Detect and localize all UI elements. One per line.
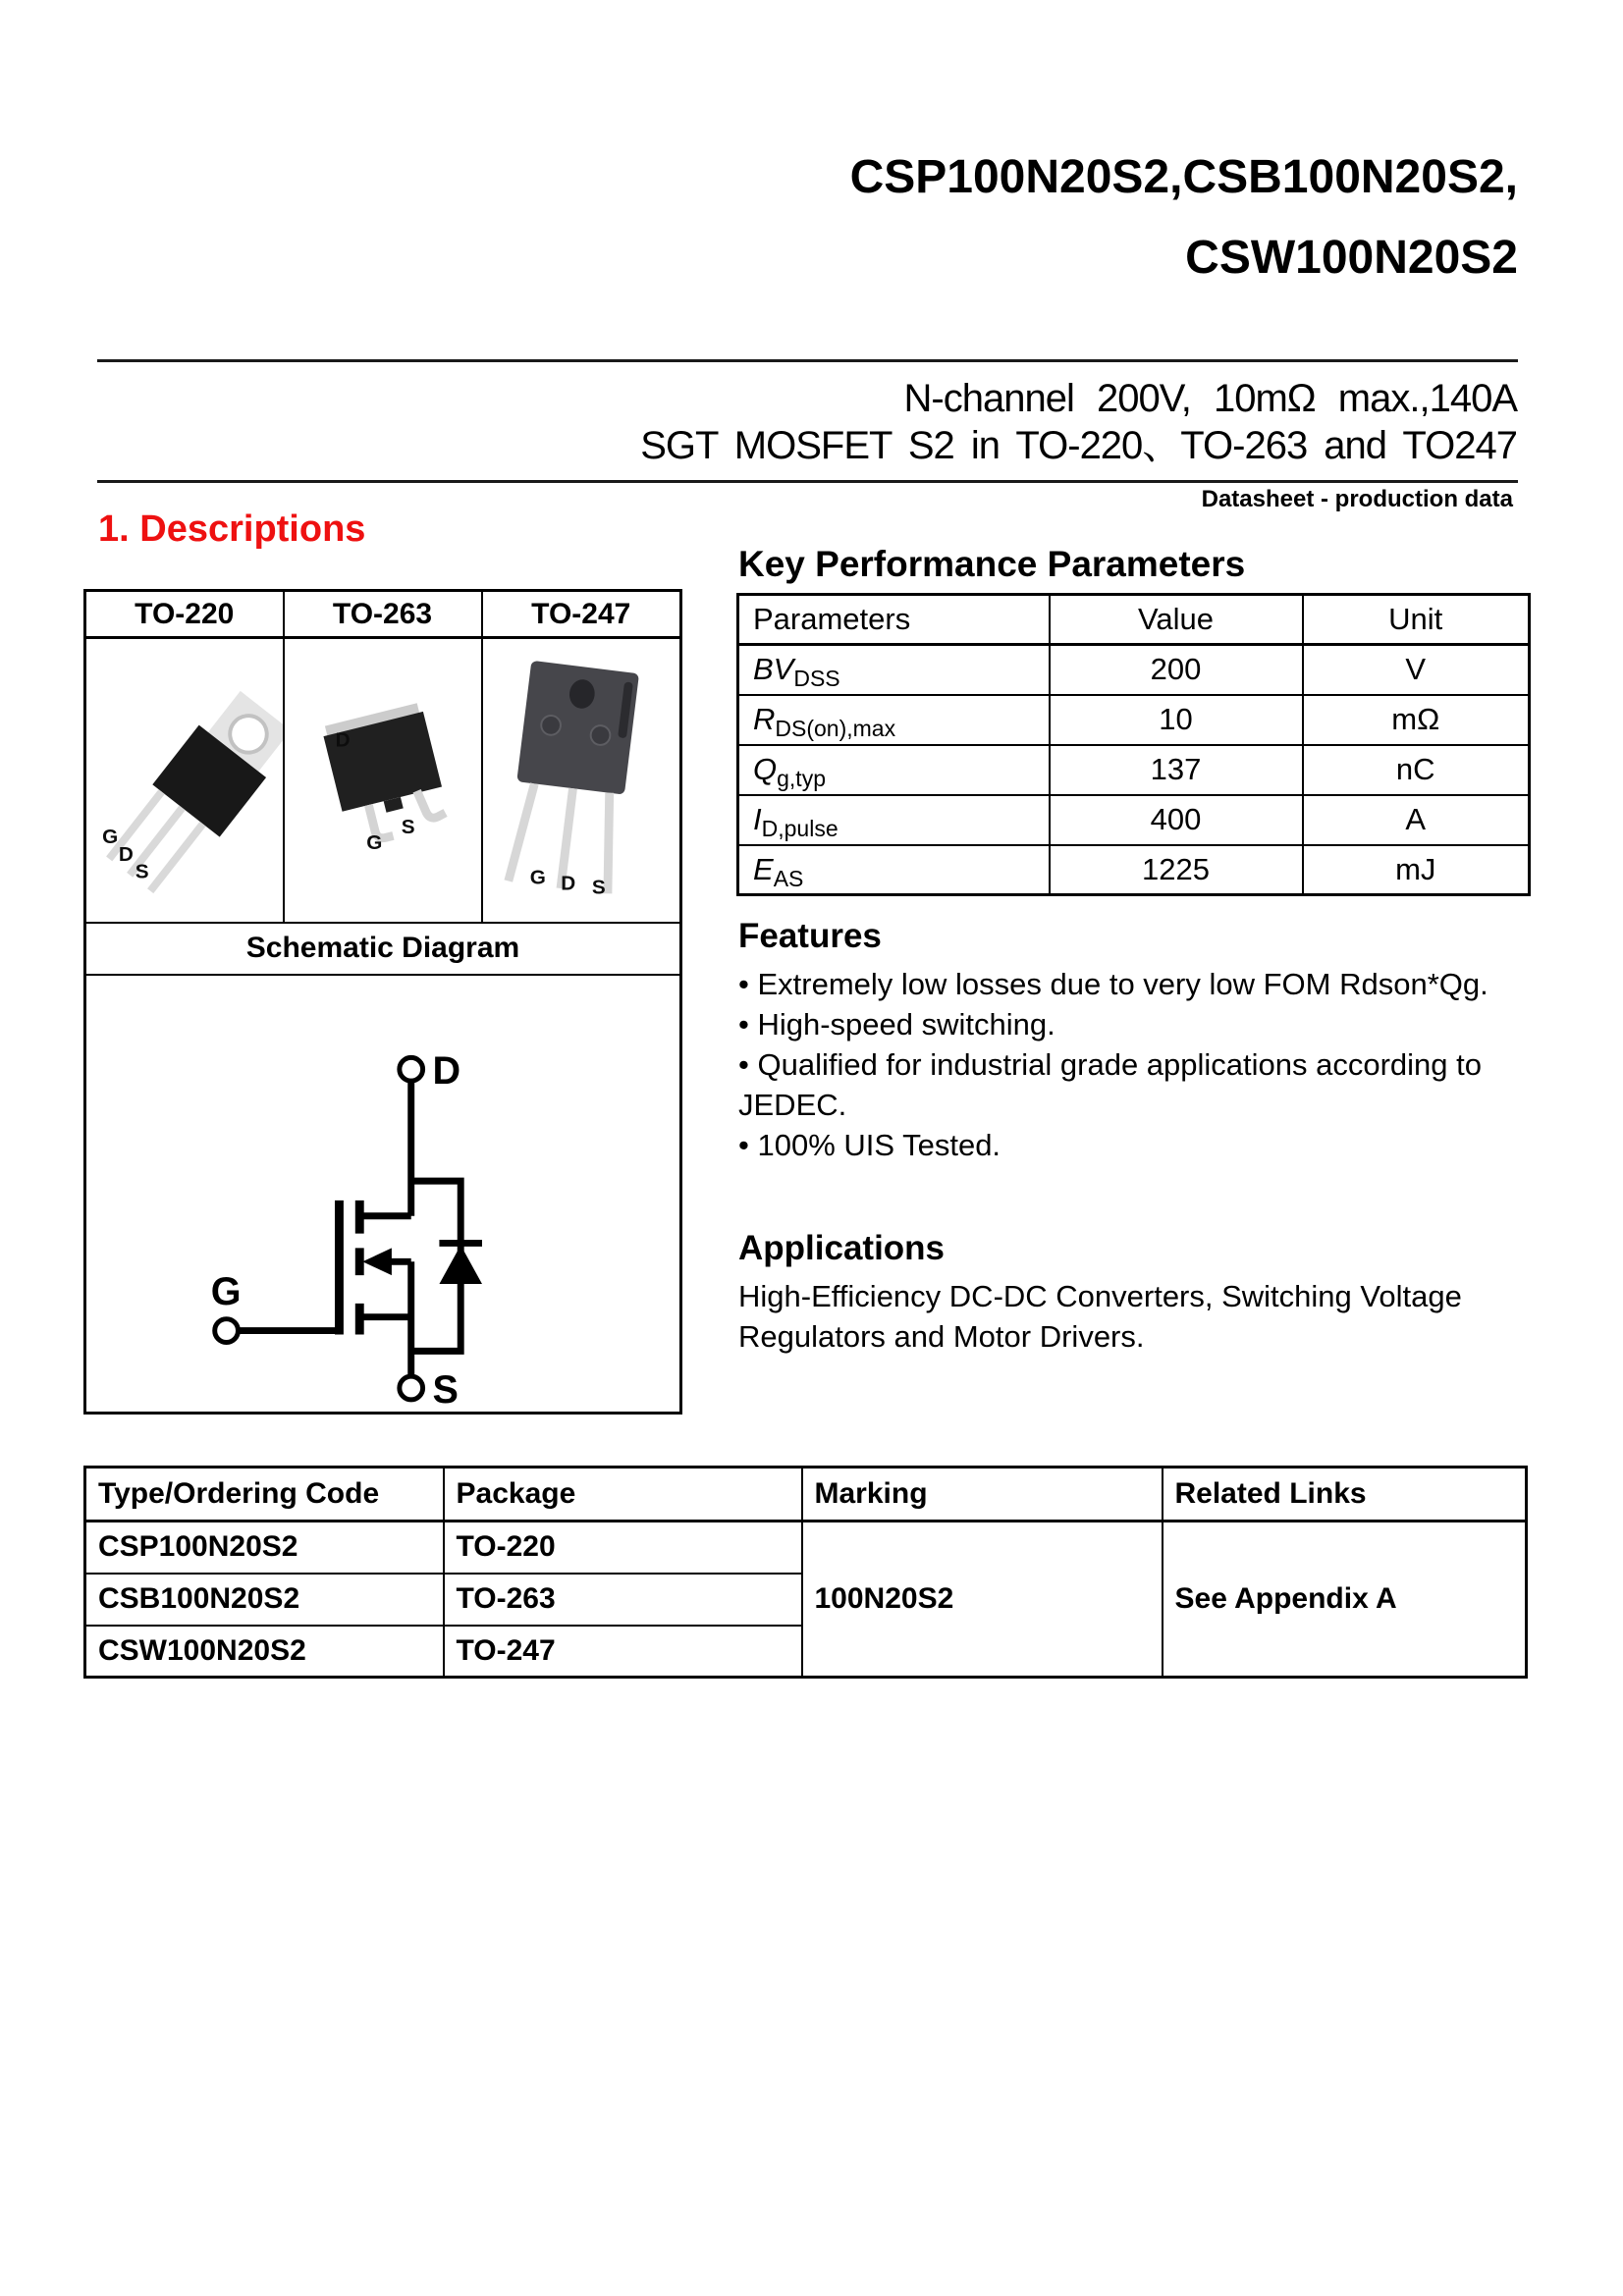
ordering-code-csw: CSW100N20S2 <box>85 1626 444 1678</box>
ordering-related-links: See Appendix A <box>1163 1522 1527 1678</box>
kpp-header-value: Value <box>1050 595 1303 645</box>
features-title: Features <box>738 917 882 955</box>
ordering-package-csb: TO-263 <box>444 1574 802 1626</box>
schematic-gate-label: G <box>210 1269 242 1313</box>
packages-image-row <box>85 638 681 923</box>
ordering-header-links: Related Links <box>1163 1468 1527 1522</box>
doc-type-label: Datasheet - production data <box>1201 486 1513 512</box>
ordering-code-csp: CSP100N20S2 <box>85 1522 444 1574</box>
ordering-table <box>83 1466 1528 1679</box>
feature-item-2: • High-speed switching. <box>738 1004 1529 1044</box>
ordering-header-row <box>85 1468 1527 1522</box>
divider-top <box>97 359 1518 362</box>
to220-pin-s-label: S <box>135 860 149 883</box>
package-image-to263 <box>284 638 482 923</box>
kpp-value-qg: 137 <box>1050 745 1303 795</box>
schematic-drain-label: D <box>432 1048 460 1093</box>
to263-package-illustration <box>285 640 481 921</box>
ordering-code-csb: CSB100N20S2 <box>85 1574 444 1626</box>
kpp-row-bvdss <box>738 645 1530 695</box>
key-parameters-title: Key Performance Parameters <box>738 544 1246 584</box>
kpp-header-row <box>738 595 1530 645</box>
applications-text: High-Efficiency DC-DC Converters, Switching Voltage Regulators and Motor Drivers. <box>738 1279 1462 1354</box>
kpp-param-qg: $Q_{g,typ}$ <box>738 745 1050 795</box>
applications-section <box>738 1229 1529 1357</box>
subtitle <box>640 375 1517 469</box>
to220-package-illustration <box>86 640 283 921</box>
ordering-header-marking: Marking <box>802 1468 1163 1522</box>
ordering-header-type: Type/Ordering Code <box>85 1468 444 1522</box>
kpp-param-eas: $E_{AS}$ <box>738 845 1050 895</box>
to220-pin-d-label: D <box>118 842 134 866</box>
schematic-diagram-cell <box>85 975 681 1414</box>
kpp-unit-eas: mJ <box>1303 845 1530 895</box>
feature-item-4: • 100% UIS Tested. <box>738 1125 1529 1165</box>
kpp-row-rdson <box>738 695 1530 745</box>
kpp-row-eas <box>738 845 1530 895</box>
package-image-to220 <box>85 638 284 923</box>
ordering-package-csp: TO-220 <box>444 1522 802 1574</box>
page-title-line1: CSP100N20S2,CSB100N20S2, <box>849 151 1518 203</box>
schematic-row <box>85 975 681 1414</box>
mosfet-schematic <box>88 976 678 1407</box>
to247-pin-d-label: D <box>561 872 575 895</box>
kpp-unit-qg: nC <box>1303 745 1530 795</box>
kpp-unit-idpulse: A <box>1303 795 1530 845</box>
to220-pin-g-label: G <box>102 825 119 848</box>
ordering-header-package: Package <box>444 1468 802 1522</box>
kpp-param-idpulse: $I_{D,pulse}$ <box>738 795 1050 845</box>
kpp-unit-bvdss: V <box>1303 645 1530 695</box>
feature-item-1: • Extremely low losses due to very low FOM Rdson*Qg. <box>738 964 1529 1004</box>
kpp-value-rdson: 10 <box>1050 695 1303 745</box>
schematic-source-label: S <box>432 1367 459 1407</box>
to263-pin-s-label: S <box>401 815 415 838</box>
applications-title: Applications <box>738 1229 946 1267</box>
ordering-package-csw: TO-247 <box>444 1626 802 1678</box>
package-header-to263: TO-263 <box>284 591 482 638</box>
feature-item-3: • Qualified for industrial grade applications according to JEDEC. <box>738 1044 1529 1125</box>
divider-subtitle <box>97 480 1518 483</box>
schematic-title-row <box>85 923 681 975</box>
page-title <box>850 137 1518 298</box>
kpp-unit-rdson: mΩ <box>1303 695 1530 745</box>
to263-pin-g-label: G <box>365 830 382 854</box>
subtitle-line1: N-channel 200V, 10mΩ max.,140A <box>903 377 1517 420</box>
kpp-value-idpulse: 400 <box>1050 795 1303 845</box>
package-header-to220: TO-220 <box>85 591 284 638</box>
to247-pin-g-label: G <box>529 866 546 889</box>
packages-table <box>83 589 682 1415</box>
subtitle-line2: SGT MOSFET S2 in TO-220、TO-263 and TO247 <box>640 424 1517 467</box>
to247-pin-s-label: S <box>591 876 606 899</box>
schematic-title: Schematic Diagram <box>85 923 681 975</box>
kpp-param-rdson: $R_{DS(on),max}$ <box>738 695 1050 745</box>
features-section <box>738 917 1529 1165</box>
section-title-descriptions: 1. Descriptions <box>98 508 366 550</box>
ordering-row-csp <box>85 1522 1527 1574</box>
kpp-value-eas: 1225 <box>1050 845 1303 895</box>
packages-header-row <box>85 591 681 638</box>
package-image-to247 <box>482 638 681 923</box>
ordering-marking: 100N20S2 <box>802 1522 1163 1678</box>
key-parameters-table <box>736 593 1531 896</box>
package-header-to247: TO-247 <box>482 591 681 638</box>
kpp-header-unit: Unit <box>1303 595 1530 645</box>
page-title-line2: CSW100N20S2 <box>1185 232 1518 284</box>
to263-pin-d-label: D <box>335 728 351 752</box>
kpp-value-bvdss: 200 <box>1050 645 1303 695</box>
kpp-param-bvdss: $BV_{DSS}$ <box>738 645 1050 695</box>
kpp-row-idpulse <box>738 795 1530 845</box>
kpp-row-qg <box>738 745 1530 795</box>
to247-package-illustration <box>483 640 679 921</box>
kpp-header-parameters: Parameters <box>738 595 1050 645</box>
